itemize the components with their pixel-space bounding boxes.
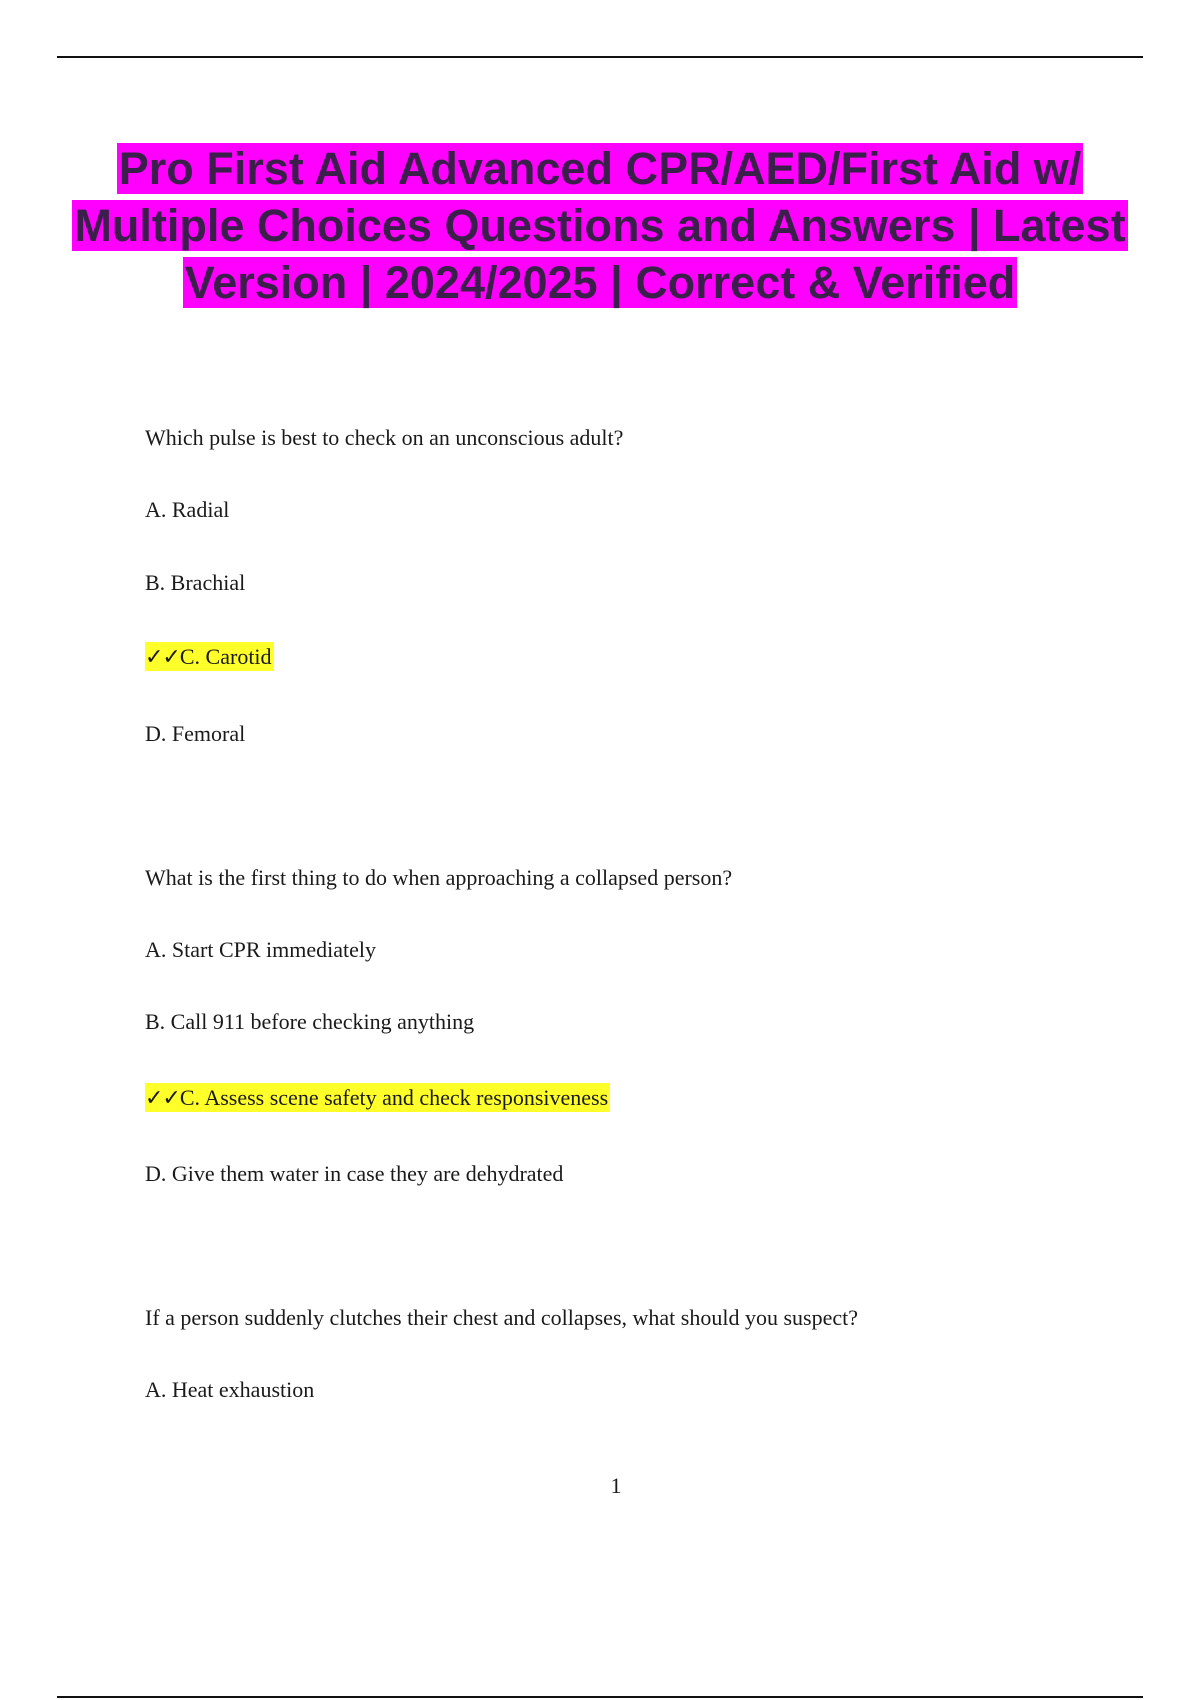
question-2-option-b: B. Call 911 before checking anything xyxy=(145,1009,475,1034)
document-title: Pro First Aid Advanced CPR/AED/First Aid w/ Multiple Choices Questions and Answers | Latest Version | 2024/2025 | Correct & Verified xyxy=(74,143,1126,308)
correct-answer-text: C. Carotid xyxy=(179,644,272,669)
correct-answer-text: C. Assess scene safety and check responsiveness xyxy=(179,1085,609,1110)
question-1-option-d: D. Femoral xyxy=(145,721,246,746)
double-check-icon: ✓✓ xyxy=(145,1086,180,1111)
question-3-text: If a person suddenly clutches their chest and collapses, what should you suspect? xyxy=(145,1305,858,1330)
bottom-rule xyxy=(57,1696,1143,1698)
question-2-option-d: D. Give them water in case they are dehydrated xyxy=(145,1161,564,1186)
question-1-option-c-correct xyxy=(145,643,274,672)
question-1-option-b: B. Brachial xyxy=(145,570,246,595)
page-number: 1 xyxy=(610,1473,622,1498)
double-check-icon: ✓✓ xyxy=(145,645,180,670)
question-2-option-c-correct xyxy=(145,1084,610,1113)
correct-answer-highlight xyxy=(145,642,274,671)
question-1-text: Which pulse is best to check on an unconscious adult? xyxy=(145,425,624,450)
question-3-option-a: A. Heat exhaustion xyxy=(145,1377,315,1402)
question-2-option-a: A. Start CPR immediately xyxy=(145,937,376,962)
question-2-text: What is the first thing to do when approaching a collapsed person? xyxy=(145,865,733,890)
correct-answer-highlight xyxy=(145,1083,610,1112)
question-1-option-a: A. Radial xyxy=(145,497,230,522)
top-rule xyxy=(57,56,1143,58)
title-block xyxy=(60,140,1140,311)
